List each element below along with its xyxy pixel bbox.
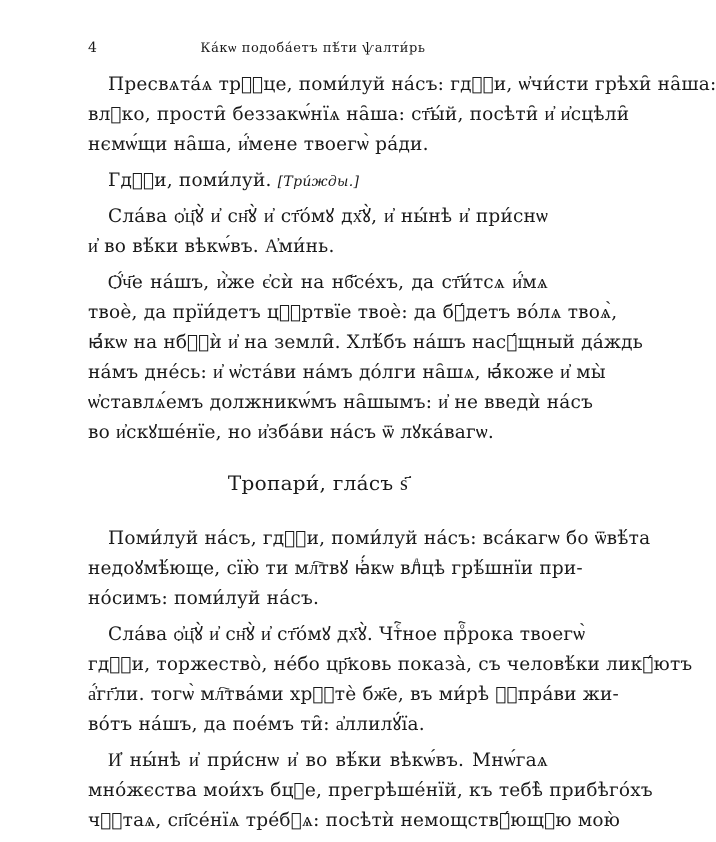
text-line: влⷣко, прости̑ беззакѡ́нїѧ на̑ша: ст҃ы́й, посѣти̑ и҆ и҆сцѣли̑ <box>88 104 630 125</box>
text-line: а҆́гг҃ли. тогѡ̀ мл҇тва́ми хрⷭ҇тѐ бж҃е, въ ми́рѣ ꙋ҆пра́ви жи- <box>88 684 619 705</box>
lords-prayer <box>88 268 644 448</box>
text-line: И҆ ны́нѣ и҆ при́снѡ и҆ во вѣ́ки вѣкѡ́въ. Мнѡ́гаѧ <box>108 750 548 771</box>
text-line: гдⷭ҇и, торжество̀, не́бо цр҃ковь показа̀, съ человѣ́ки ликꙋ́ютъ <box>88 654 693 675</box>
text-line: и҆ во вѣ́ки вѣкѡ́въ. А҆ми́нь. <box>88 236 335 257</box>
running-title: Ка́кѡ подоба́етъ пѣ́ти ѱалти́рь <box>200 41 426 56</box>
text-line: во́тъ на́шъ, да пое́мъ ти̑: а҆ллилꙋ́їа. <box>88 714 425 735</box>
troparion-1 <box>88 524 651 614</box>
text-line <box>88 166 548 196</box>
text-line: ѡ҆ставлѧ́емъ должникѡ́мъ на̑шымъ: и҆ не введѝ на́съ <box>88 392 594 413</box>
troparion-3 <box>88 746 653 836</box>
text-line: Сла́ва ѻ҆ц҃ꙋ̀ и҆ сн҃ꙋ̀ и҆ ст҃о́мꙋ дх҃ꙋ̀. Чтⷭ҇ное прⷪ҇рока твоегѡ̀ <box>108 624 586 645</box>
text-line: Ѻ҆́ч҃е на́шъ, и҆̀же є҆сѝ на нб҃се́хъ, да ст҃и́тсѧ и҆́мѧ <box>108 272 548 293</box>
text-line: ꙗ҆́кѡ на нбⷭ҇ѝ и҆ на земли̑. Хлѣ́бъ на́шъ насꙋ́щный да́ждь <box>88 332 644 353</box>
text-line: на́мъ дне́сь: и҆ ѡ҆ста́ви на́мъ до́лги на̑шѧ, ꙗ҆́коже и҆ мы̀ <box>88 362 606 383</box>
text-line: Пресвѧта́ѧ трⷪ҇це, поми́луй на́съ: гдⷭ҇и, ѡ҆чи́сти грѣхи̑ на̑ша: <box>108 74 716 95</box>
text-line: недоꙋмѣ́юще, сїю̀ ти мл҇твꙋ ꙗ҆́кѡ влⷣцѣ грѣ́шнїи при- <box>88 558 583 579</box>
prayer-trinity <box>88 70 716 160</box>
text-line: но́симъ: поми́луй на́съ. <box>88 588 320 609</box>
text-line: твоѐ, да прїи́детъ цⷭ҇ртвїе твоѐ: да бꙋ́детъ во́лѧ твоѧ̀, <box>88 302 618 323</box>
response-text: Гдⷭ҇и, поми́луй. <box>108 170 272 191</box>
text-body <box>88 70 716 842</box>
text-line: Поми́луй на́съ, гдⷭ҇и, поми́луй на́съ: вса́кагѡ бо ѿвѣ́та <box>108 528 651 549</box>
page-header <box>88 40 538 60</box>
text-line: Сла́ва ѻ҆ц҃ꙋ̀ и҆ сн҃ꙋ̀ и҆ ст҃о́мꙋ дх҃ꙋ̀, и҆ ны́нѣ и҆ при́снѡ <box>108 206 548 227</box>
page-number: 4 <box>88 40 98 56</box>
rubric-instruction: [Три́жды.] <box>277 174 360 190</box>
text-line: нємѡ́щи на̑ша, и҆́мене твоегѡ̀ ра́ди. <box>88 134 429 155</box>
text-line: мно́жєства мои́хъ бцⷣе, прегрѣше́нїй, къ тебѣ̀ прибѣго́хъ <box>88 780 653 801</box>
doxology <box>88 202 548 262</box>
troparion-2 <box>88 620 693 740</box>
text-line: чⷭ҇таѧ, сп҃се́нїѧ тре́бꙋѧ: посѣтѝ немощствꙋ́ющꙋю мою̀ <box>88 810 621 831</box>
section-title: Тропари́, гла́съ ѕ҃ <box>227 471 409 495</box>
text-line: во и҆скꙋше́нїе, но и҆зба́ви на́съ ѿ лꙋка́вагѡ. <box>88 422 494 443</box>
lord-have-mercy <box>88 166 548 196</box>
